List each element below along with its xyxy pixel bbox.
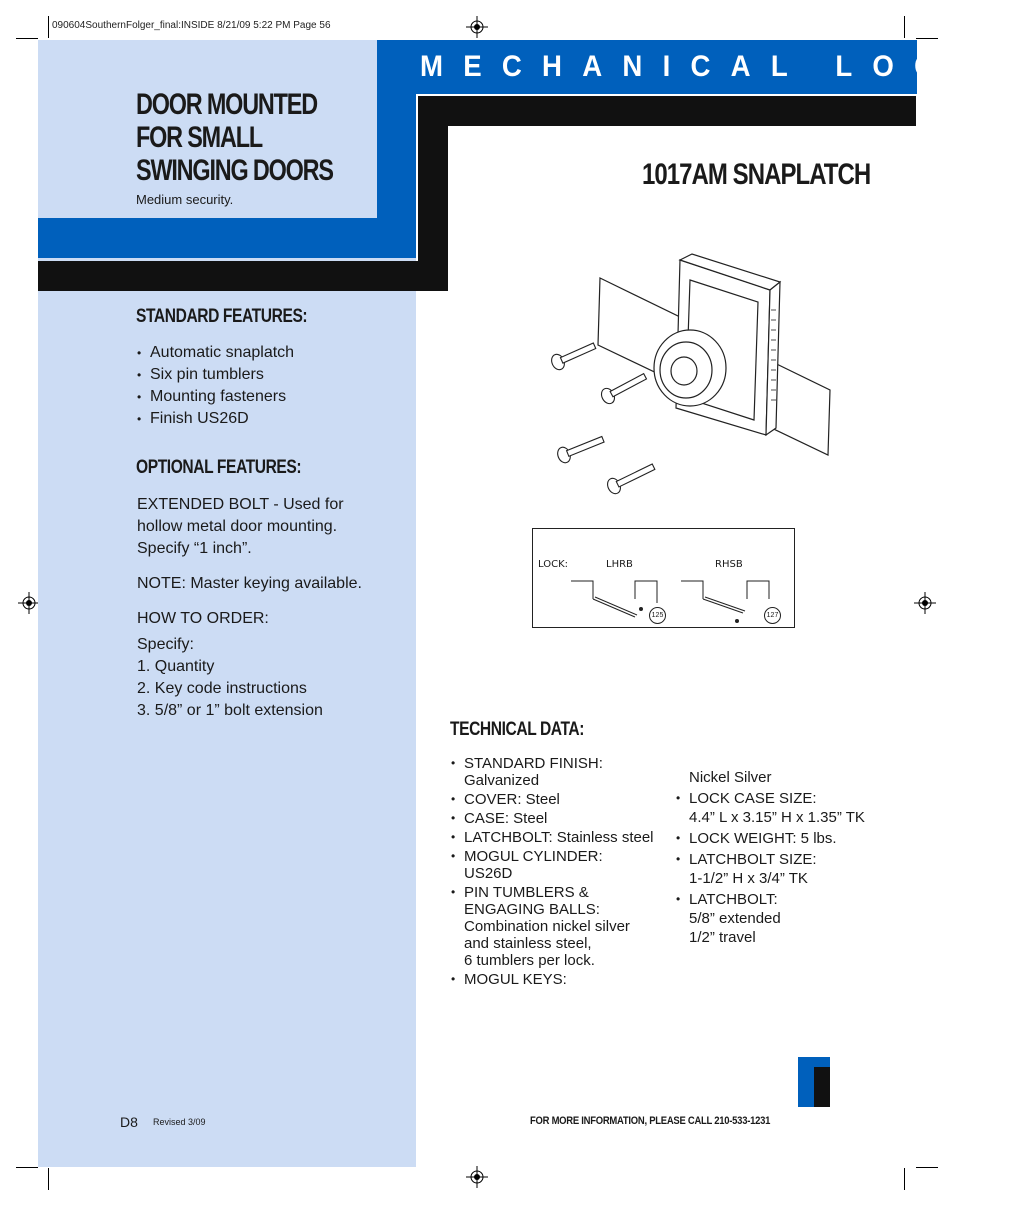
text-line: Specify “1 inch”. [137,540,252,557]
text-line: Combination nickel silver [464,918,630,935]
text-line: US26D [464,865,513,882]
text-line: EXTENDED BOLT - Used for [137,496,344,513]
text-line: • MOGUL CYLINDER: [464,848,603,865]
text-line: • STANDARD FINISH: [464,755,603,772]
text-line: Galvanized [464,772,540,789]
lock-illustration [540,250,840,505]
list-item [451,971,673,988]
technical-data-column-1 [451,755,673,990]
crop-mark [916,38,938,39]
text-line: 5/8” extended [689,910,781,927]
registration-mark-icon [914,592,936,614]
text-line: • LATCHBOLT SIZE: [689,851,817,868]
header-black-band [38,261,448,291]
page-title-line: FOR SMALL [136,121,262,154]
diagram-lhrb-label: LHRB [606,559,633,570]
registration-mark-icon [466,16,488,38]
text-line: and stainless steel, [464,935,592,952]
product-title: 1017AM SNAPLATCH [642,158,871,191]
crop-mark [48,16,49,38]
page-title-line: SWINGING DOORS [136,154,333,187]
diagram-lock-label: LOCK: [538,559,568,570]
technical-data-heading: TECHNICAL DATA: [450,719,585,740]
text-line: • CASE: Steel [464,810,548,827]
master-keying-note: NOTE: Master keying available. [137,575,362,592]
text-line: 4.4” L x 3.15” H x 1.35” TK [689,809,865,826]
page-title-line: DOOR MOUNTED [136,88,317,121]
text-line: • LOCK CASE SIZE: [689,790,817,807]
text-line: 1-1/2” H x 3/4” TK [689,870,808,887]
list-item [676,829,896,848]
header-blue-column [377,40,416,258]
extended-bolt-text [137,494,397,560]
how-to-order-heading: HOW TO ORDER: [137,610,269,627]
list-item [451,810,673,827]
company-logo-icon [798,1057,830,1107]
crop-mark [904,1168,905,1190]
page-title [136,88,333,187]
text-line: 6 tumblers per lock. [464,952,595,969]
header-blue-band [38,218,416,258]
list-item: • Mounting fasteners [137,386,294,408]
diagram-rhsb-number: 127 [764,607,781,624]
registration-mark-icon [18,592,40,614]
technical-data-continued: Nickel Silver [689,769,772,786]
optional-features-heading: OPTIONAL FEATURES: [136,457,302,478]
text-line: 1/2” travel [689,929,756,946]
crop-mark [916,1167,938,1168]
text-line: • LATCHBOLT: [689,891,778,908]
page-code: D8 [120,1114,138,1130]
text-line: • LATCHBOLT: Stainless steel [464,829,654,846]
crop-mark [16,1167,38,1168]
crop-mark [48,1168,49,1190]
text-line: • MOGUL KEYS: [464,971,567,988]
page-subtitle: Medium security. [136,192,234,207]
list-item [676,890,896,947]
diagram-lhrb-number: 125 [649,607,666,624]
list-item [451,884,673,969]
text-line: hollow metal door mounting. [137,518,338,535]
list-item [676,789,896,827]
print-slug: 090604SouthernFolger_final:INSIDE 8/21/09 5:22 PM Page 56 [52,20,331,31]
text-line: • PIN TUMBLERS & [464,884,589,901]
banner-title: MECHANICAL LOCKS [420,50,1033,83]
crop-mark [904,16,905,38]
list-item [676,850,896,888]
list-item [451,791,673,808]
list-item: 3. 5/8” or 1” bolt extension [137,702,323,719]
standard-features-list [137,342,294,430]
list-item: • Six pin tumblers [137,364,294,386]
text-line: ENGAGING BALLS: [464,901,600,918]
handing-diagram [532,528,795,628]
list-item: • Automatic snaplatch [137,342,294,364]
text-line: Specify: [137,636,194,653]
header-black-bar [418,96,916,126]
registration-mark-icon [466,1166,488,1188]
revised-date: Revised 3/09 [153,1117,206,1127]
list-item [451,829,673,846]
diagram-rhsb-label: RHSB [715,559,743,570]
list-item: 2. Key code instructions [137,680,307,697]
text-line: • LOCK WEIGHT: 5 lbs. [689,830,837,847]
list-item [451,755,673,789]
crop-mark [16,38,38,39]
list-item: • Finish US26D [137,408,294,430]
technical-data-column-2 [676,789,896,949]
contact-info: FOR MORE INFORMATION, PLEASE CALL 210-533-1231 [530,1115,771,1127]
order-steps [137,634,397,722]
list-item [451,848,673,882]
standard-features-heading: STANDARD FEATURES: [136,306,308,327]
text-line: • COVER: Steel [464,791,560,808]
list-item: 1. Quantity [137,658,215,675]
